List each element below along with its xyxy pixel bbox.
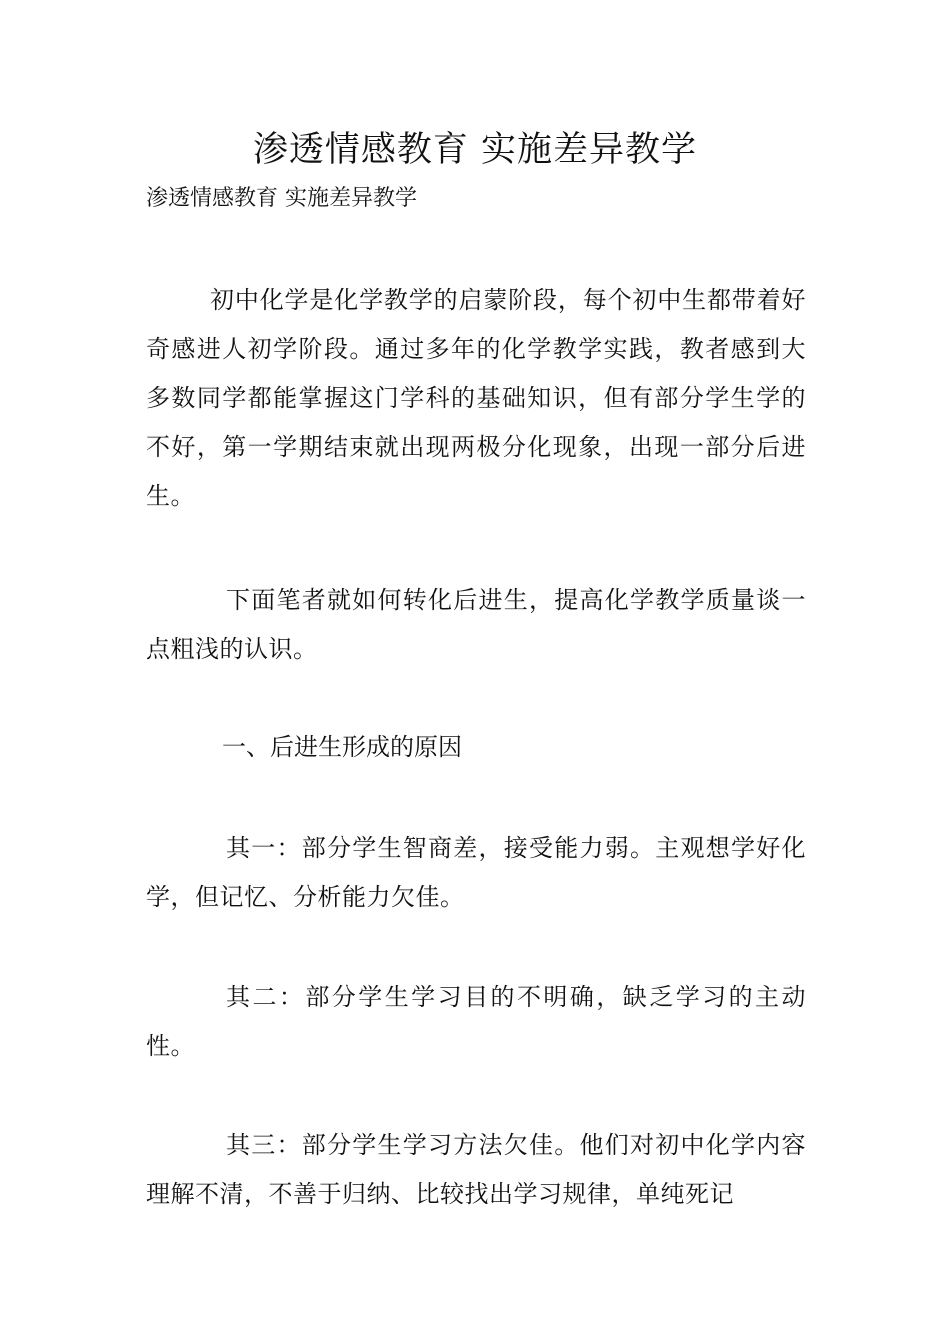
reason-3-paragraph: 其三：部分学生学习方法欠佳。他们对初中化学内容理解不清，不善于归纳、比较找出学习规律，单纯死记 <box>146 1131 806 1208</box>
reason-2-paragraph: 其二：部分学生学习目的不明确，缺乏学习的主动性。 <box>146 983 806 1060</box>
document-title: 渗透情感教育 实施差异教学 <box>252 130 698 170</box>
purpose-paragraph: 下面笔者就如何转化后进生，提高化学教学质量谈一点粗浅的认识。 <box>146 586 806 663</box>
document-subtitle: 渗透情感教育 实施差异教学 <box>146 186 417 211</box>
intro-paragraph: 初中化学是化学教学的启蒙阶段，每个初中生都带着好奇感进人初学阶段。通过多年的化学教学实践，教者感到大多数同学都能掌握这门学科的基础知识，但有部分学生学的不好，第一学期结束就出现两极分化现象，出现一部分后进生。 <box>146 286 806 510</box>
reason-1-paragraph: 其一：部分学生智商差，接受能力弱。主观想学好化学，但记忆、分析能力欠佳。 <box>146 834 806 911</box>
section-heading: 一、后进生形成的原因 <box>222 733 462 761</box>
